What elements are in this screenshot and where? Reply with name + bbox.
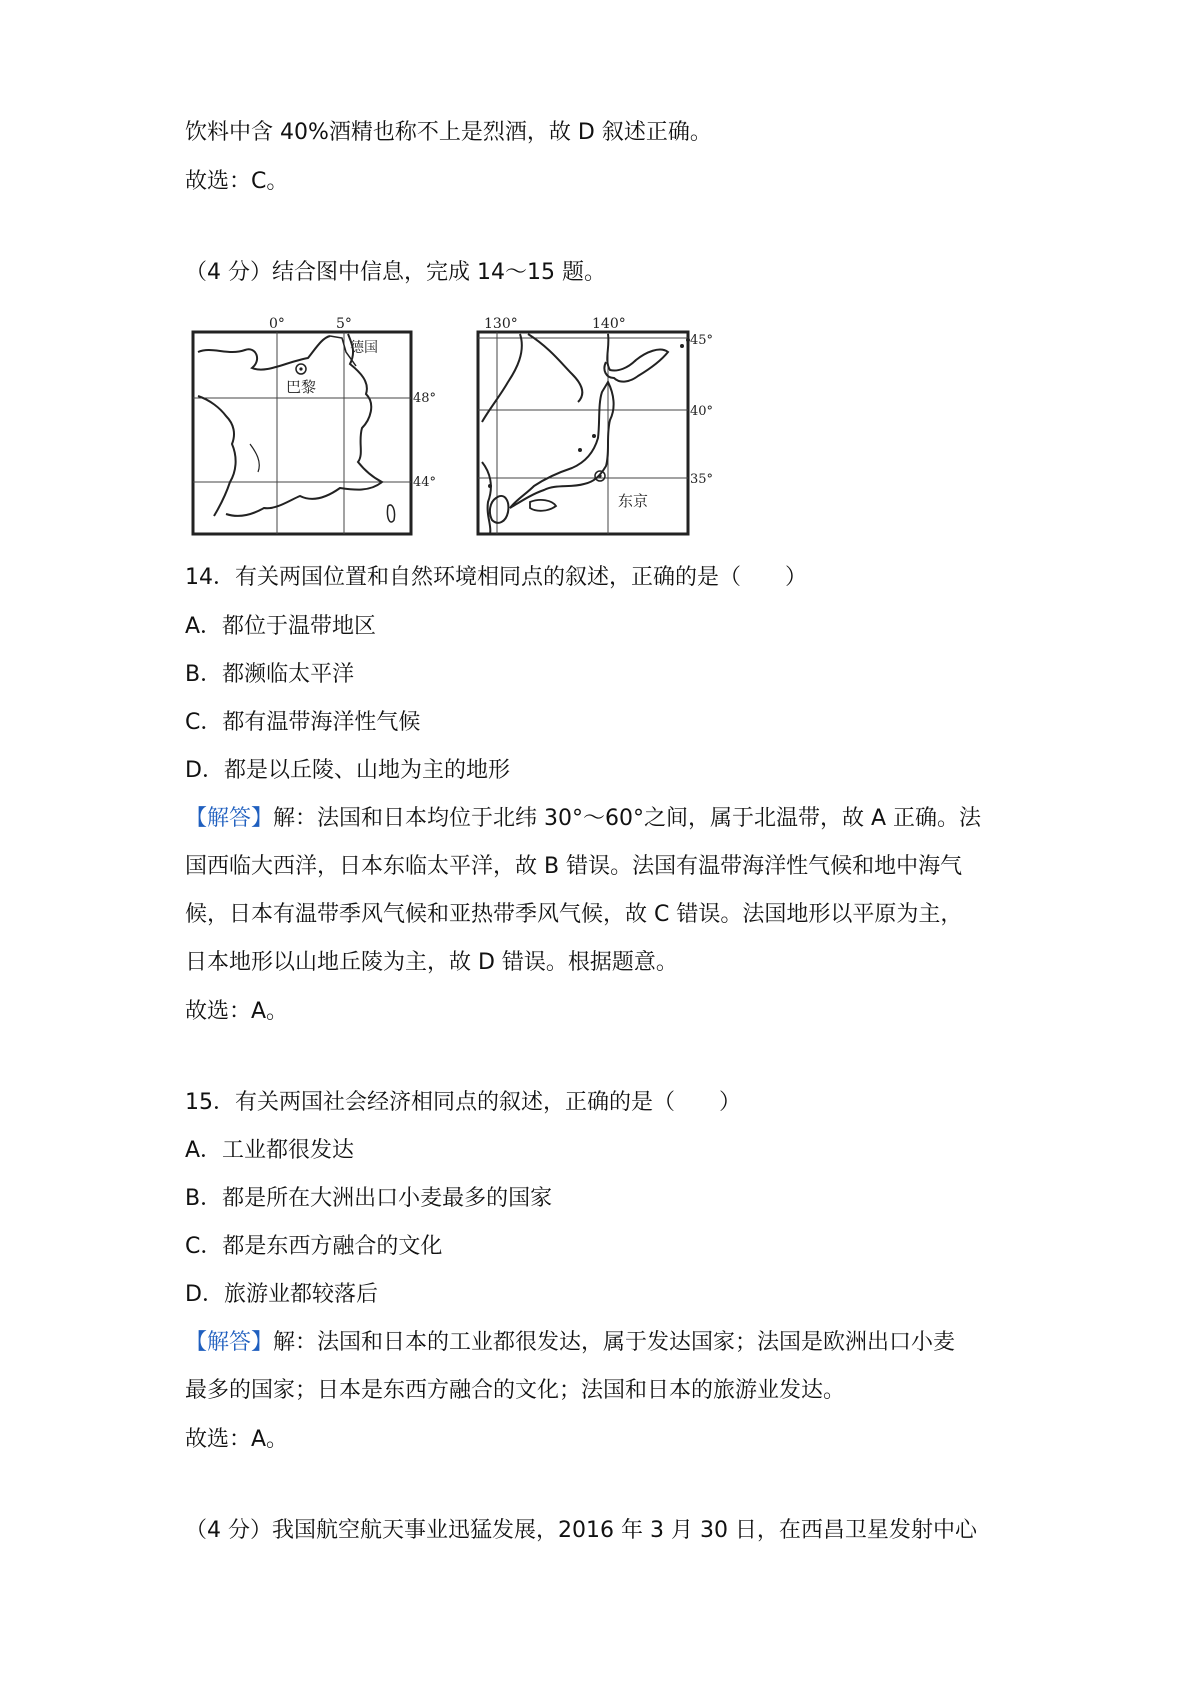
q14-answer-line-2: 国西临大西洋，日本东临太平洋，故 B 错误。法国有温带海洋性气候和地中海气 [185,854,963,879]
q14-stem: 14．有关两国位置和自然环境相同点的叙述，正确的是（ ） [185,565,807,590]
q15-answer-tag: 【解答】 [185,1330,274,1355]
q15-answer-line-2: 最多的国家；日本是东西方融合的文化；法国和日本的旅游业发达。 [185,1378,846,1403]
prev-answer-choice: 故选：C。 [185,169,289,194]
shikoku [530,500,556,511]
label-tokyo: 东京 [618,492,649,510]
kyushu [490,496,508,523]
honshu-islet [592,434,596,438]
label-paris: 巴黎 [286,378,317,396]
label-lon-140: 140° [592,316,626,332]
q14-option-a: A．都位于温带地区 [185,614,377,639]
q14-option-b: B．都濒临太平洋 [185,662,355,687]
hokkaido [604,334,668,382]
group-intro: （4 分）结合图中信息，完成 14～15 题。 [185,260,606,285]
map-figure [190,312,730,541]
kuril-islet [680,344,684,348]
q14-answer-text-1: 解：法国和日本均位于北纬 30°～60°之间，属于北温带，故 A 正确。法 [273,806,982,831]
q15-option-c: C．都是东西方融合的文化 [185,1234,443,1259]
label-germany: 德国 [350,340,378,356]
france-map [193,316,436,534]
q15-answer-line-1 [185,1328,955,1358]
label-lon-130: 130° [484,316,518,332]
q15-option-d: D．旅游业都较落后 [185,1282,378,1307]
label-lat-48: 48° [413,391,437,406]
q15-answer-text-1: 解：法国和日本的工业都很发达，属于发达国家；法国是欧洲出口小麦 [273,1330,956,1355]
label-lat-44: 44° [413,475,437,490]
tokyo-marker-dot [598,474,601,477]
label-lat-45: 45° [690,333,714,348]
next-group-intro: （4 分）我国航空航天事业迅猛发展，2016 年 3 月 30 日，在西昌卫星发射中心 [185,1518,977,1543]
q14-option-d: D．都是以丘陵、山地为主的地形 [185,758,510,783]
honshu [510,382,614,508]
label-lon-0: 0° [269,316,285,332]
q15-choice: 故选：A。 [185,1427,289,1452]
q15-option-a: A．工业都很发达 [185,1138,355,1163]
q14-answer-line-1 [185,804,981,834]
japan-map [478,316,713,534]
tsushima-islet [488,484,492,488]
label-lon-5: 5° [336,316,352,332]
q14-answer-line-4: 日本地形以山地丘陵为主，故 D 错误。根据题意。 [185,950,678,975]
q14-answer-tag: 【解答】 [185,806,274,831]
q15-option-b: B．都是所在大洲出口小麦最多的国家 [185,1186,553,1211]
label-lat-40: 40° [690,404,714,419]
france-map-frame [193,332,411,534]
prev-answer-tail: 饮料中含 40%酒精也称不上是烈酒，故 D 叙述正确。 [185,120,712,145]
river-loire [250,444,259,472]
map-svg [190,312,730,537]
q14-option-c: C．都有温带海洋性气候 [185,710,421,735]
france-coastline [198,334,382,516]
q14-choice: 故选：A。 [185,999,289,1024]
island-corsica [387,505,394,522]
q14-answer-line-3: 候，日本有温带季风气候和亚热带季风气候，故 C 错误。法国地形以平原为主， [185,902,963,927]
honshu-islet [578,448,582,452]
label-lat-35: 35° [690,472,714,487]
paris-marker-dot [299,367,302,370]
q15-stem: 15．有关两国社会经济相同点的叙述，正确的是（ ） [185,1090,741,1115]
